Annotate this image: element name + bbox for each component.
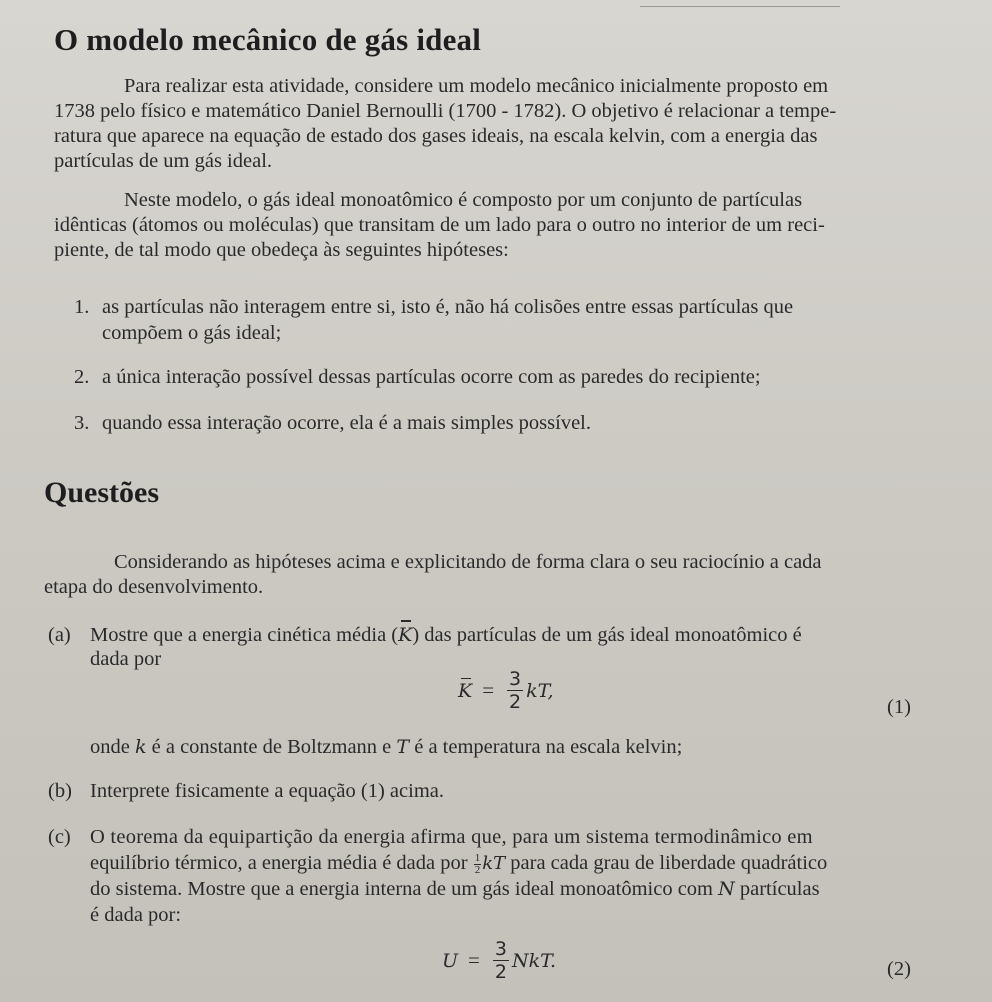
intro-paragraph-2 bbox=[54, 188, 922, 263]
text-fragment: do sistema. Mostre que a energia interna de um gás ideal monoatômico com bbox=[90, 878, 713, 900]
equation-number-1: (1) bbox=[887, 696, 911, 718]
text-fragment: ) das partículas de um gás ideal monoatômico é bbox=[412, 624, 802, 646]
questions-intro bbox=[44, 550, 920, 600]
math-term: NkT. bbox=[511, 949, 557, 972]
hypothesis-number: 2. bbox=[74, 366, 90, 388]
question-b bbox=[48, 778, 444, 804]
text-line: as partículas não interagem entre si, isto é, não há colisões entre essas partículas que bbox=[102, 296, 794, 318]
math-symbol: U bbox=[442, 949, 459, 972]
text-fragment: é a constante de Boltzmann e bbox=[151, 736, 392, 758]
hypothesis-number: 3. bbox=[74, 412, 90, 434]
denominator: 2 bbox=[474, 863, 481, 876]
text-line: dada por bbox=[90, 648, 162, 670]
text-fragment: para cada grau de liberdade quadrático bbox=[510, 852, 828, 874]
text-fragment: é a temperatura na escala kelvin; bbox=[414, 736, 683, 758]
text-line: Interprete fisicamente a equação (1) acima. bbox=[90, 780, 444, 802]
math-symbol-k-bar: K bbox=[398, 624, 413, 646]
numerator: 3 bbox=[494, 938, 507, 960]
hypothesis-2 bbox=[74, 364, 761, 390]
equals-sign: = bbox=[482, 678, 495, 702]
question-a-after bbox=[90, 734, 682, 760]
text-fragment: partículas bbox=[739, 878, 820, 900]
text-line: etapa do desenvolvimento. bbox=[44, 576, 264, 598]
text-line: 1738 pelo físico e matemático Daniel Bernoulli (1700 - 1782). O objetivo é relacionar a tempe- bbox=[54, 100, 837, 122]
intro-paragraph-1 bbox=[54, 74, 922, 174]
math-symbol: k bbox=[134, 736, 147, 758]
text-fragment: equilíbrio térmico, a energia média é dada por bbox=[90, 852, 468, 874]
text-line: Para realizar esta atividade, considere um modelo mecânico inicialmente proposto em bbox=[124, 75, 829, 97]
top-rule bbox=[640, 6, 840, 7]
document-title: O modelo mecânico de gás ideal bbox=[54, 22, 482, 57]
denominator: 2 bbox=[509, 691, 522, 713]
hypothesis-3 bbox=[74, 410, 591, 436]
hypothesis-1 bbox=[74, 294, 793, 346]
fraction bbox=[493, 938, 509, 983]
equation-2 bbox=[442, 938, 556, 983]
small-fraction bbox=[474, 853, 482, 876]
text-line: compõem o gás ideal; bbox=[102, 322, 282, 344]
text-line: O teorema da equipartição da energia afirma que, para um sistema termodinâmico em bbox=[90, 826, 813, 848]
text-line: idênticas (átomos ou moléculas) que transitam de um lado para o outro no interior de um reci- bbox=[54, 214, 825, 236]
question-c-line-3 bbox=[90, 876, 820, 902]
text-fragment: onde bbox=[90, 736, 130, 758]
text-line: Considerando as hipóteses acima e explicitando de forma clara o seu raciocínio a cada bbox=[114, 551, 822, 573]
math-term: kT, bbox=[526, 679, 554, 702]
text-line: ratura que aparece na equação de estado dos gases ideais, na escala kelvin, com a energia das bbox=[54, 125, 818, 147]
question-c bbox=[48, 824, 813, 850]
hypothesis-number: 1. bbox=[74, 296, 90, 318]
question-label: (c) bbox=[48, 826, 71, 848]
numerator: 3 bbox=[509, 668, 522, 690]
text-line: piente, de tal modo que obedeça às seguintes hipóteses: bbox=[54, 239, 509, 261]
question-label: (a) bbox=[48, 624, 71, 646]
question-c-line-4 bbox=[90, 902, 181, 928]
text-line: quando essa interação ocorre, ela é a mais simples possível. bbox=[102, 412, 591, 434]
text-fragment: Mostre que a energia cinética média ( bbox=[90, 624, 399, 646]
text-line: Neste modelo, o gás ideal monoatômico é composto por um conjunto de partículas bbox=[124, 189, 803, 211]
text-line: partículas de um gás ideal. bbox=[54, 150, 273, 172]
equals-sign: = bbox=[468, 948, 480, 972]
fraction bbox=[507, 668, 523, 713]
math-symbol: N bbox=[718, 878, 735, 900]
questions-heading: Questões bbox=[44, 476, 159, 509]
equation-number-2: (2) bbox=[887, 958, 911, 980]
text-line: é dada por: bbox=[90, 904, 182, 926]
math-term: kT bbox=[482, 853, 506, 874]
denominator: 2 bbox=[494, 961, 507, 983]
question-label: (b) bbox=[48, 780, 72, 802]
question-a-line-2 bbox=[90, 646, 161, 672]
equation-1 bbox=[458, 668, 554, 713]
question-c-line-2 bbox=[90, 850, 827, 877]
question-a bbox=[48, 622, 802, 648]
numerator: 1 bbox=[474, 851, 481, 864]
math-symbol: T bbox=[396, 736, 410, 758]
math-symbol-k-bar: K bbox=[458, 679, 473, 702]
text-line: a única interação possível dessas partículas ocorre com as paredes do recipiente; bbox=[102, 366, 761, 388]
